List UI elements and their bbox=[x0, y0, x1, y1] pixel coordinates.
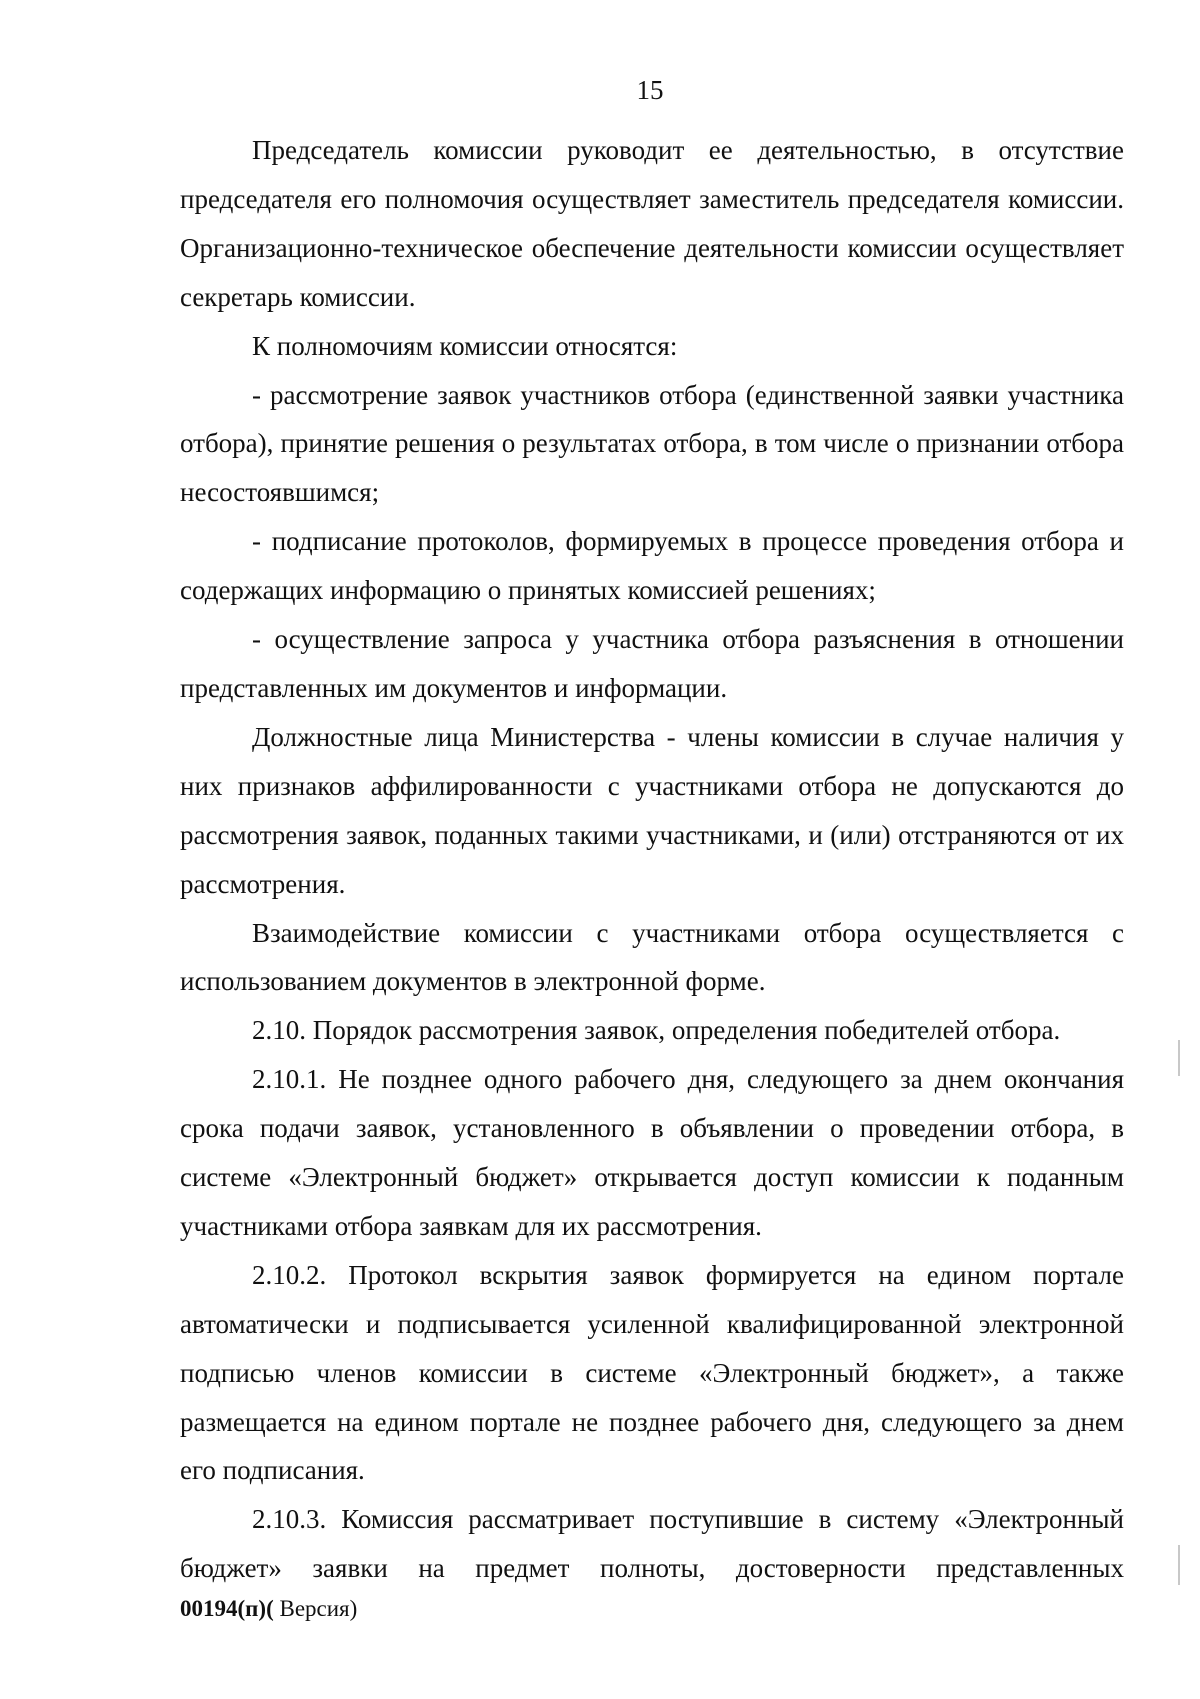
document-version: Версия) bbox=[273, 1596, 358, 1621]
paragraph-2-10-1: 2.10.1. Не позднее одного рабочего дня, следующего за днем окончания срока подачи заявок, установленного в объявлении о проведении отбора, в системе «Электронный бюджет» открывается доступ комиссии к поданным участниками отбора заявкам для их рассмотрения. bbox=[180, 1064, 1124, 1241]
page-number: 15 bbox=[636, 75, 664, 105]
section-heading-2-10: 2.10. Порядок рассмотрения заявок, определения победителей отбора. bbox=[252, 1015, 1061, 1046]
document-code: 00194(п)( bbox=[180, 1596, 274, 1621]
scan-artifact-mark bbox=[1178, 1545, 1180, 1585]
document-footer bbox=[180, 1594, 357, 1624]
paragraph-2-10-2: 2.10.2. Протокол вскрытия заявок формируется на едином портале автоматически и подписывается усиленной квалифицированной электронной подписью членов комиссии в системе «Электронный бюджет», а также размещается на едином портале не позднее рабочего дня, следующего за днем его подписания. bbox=[180, 1259, 1124, 1486]
list-item-sign-protocols: - подписание протоколов, формируемых в процессе проведения отбора и содержащих информацию о принятых комиссией решениях; bbox=[180, 526, 1124, 606]
paragraph-electronic-interaction: Взаимодействие комиссии с участниками отбора осуществляется с использованием документов в электронной форме. bbox=[180, 917, 1124, 997]
scan-artifact-mark bbox=[1178, 1040, 1180, 1076]
list-item-review-applications: - рассмотрение заявок участников отбора (единственной заявки участника отбора), принятие решения о результатах отбора, в том числе о признании отбора несостоявшимся; bbox=[180, 379, 1124, 508]
paragraph-affiliation: Должностные лица Министерства - члены комиссии в случае наличия у них признаков аффилированности с участниками отбора не допускаются до рассмотрения заявок, поданных такими участниками, и (или) отстраняются от их рассмотрения. bbox=[180, 721, 1124, 899]
paragraph-chairman-duties: Председатель комиссии руководит ее деятельностью, в отсутствие председателя его полномочия осуществляет заместитель председателя комиссии. Организационно-техническое обеспечение деятельности комиссии осуществляет секретарь комиссии. bbox=[180, 135, 1124, 312]
paragraph-commission-powers-intro: К полномочиям комиссии относятся: bbox=[252, 330, 678, 361]
paragraph-2-10-3: 2.10.3. Комиссия рассматривает поступившие в систему «Электронный бюджет» заявки на предмет полноты, достоверности представленных bbox=[180, 1504, 1124, 1584]
document-body bbox=[180, 126, 1124, 1593]
list-item-clarification-request: - осуществление запроса у участника отбора разъяснения в отношении представленных им документов и информации. bbox=[180, 624, 1124, 703]
